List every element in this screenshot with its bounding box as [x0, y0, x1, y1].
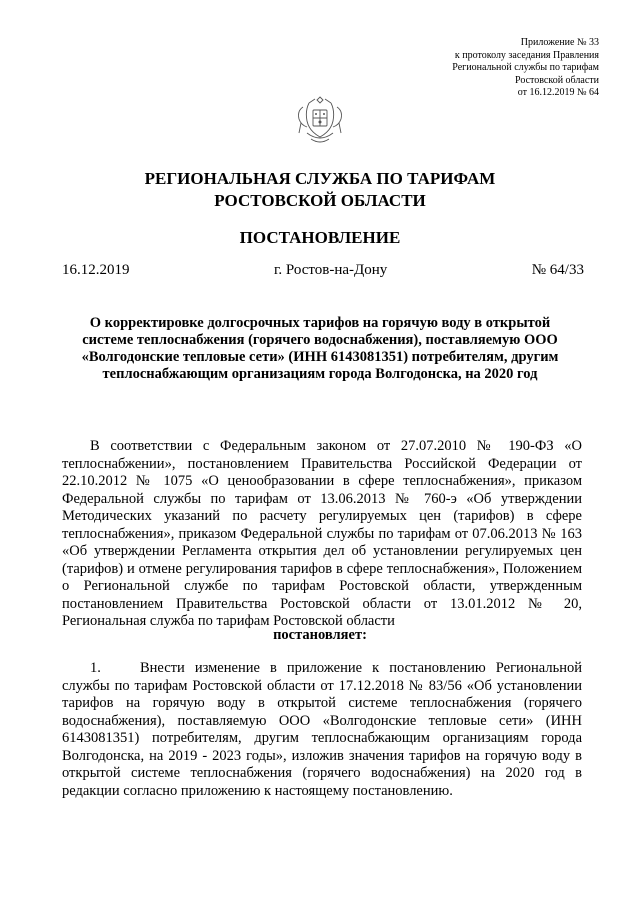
appendix-line: Ростовской области [515, 74, 599, 86]
document-date: 16.12.2019 [62, 262, 130, 278]
item-number: 1. [90, 660, 101, 676]
item-text: Внести изменение в приложение к постановлению Региональной службы по тарифам Ростовской области от 17.12.2018 № 83/56 «Об установлении тарифов на горячую воду в открытой системе теплоснабжения (горячего водоснабжения), поставляемую ООО «Волгодонские тепловые сети» (ИНН 6143081351) потребителям, другим теплоснабжающим организациям города Волгодонска, на 2019 - 2023 годы», изложив значения тарифов на горячую воду в открытой системе теплоснабжения (горячего водоснабжения) на 2020 год в редакции согласно приложению к настоящему постановлению. [62, 660, 582, 799]
document-title: ПОСТАНОВЛЕНИЕ [239, 228, 401, 247]
coat-of-arms-icon [295, 93, 345, 149]
document-meta [62, 262, 584, 279]
document-subject: О корректировке долгосрочных тарифов на горячую воду в открытой системе теплоснабжения (горячего водоснабжения), поставляемую ООО «Волгодонские тепловые сети» (ИНН 6143081351) потребителям, другим теплоснабжающим организациям города Волгодонска, на 2020 год [81, 315, 559, 382]
organization-name-line1: РЕГИОНАЛЬНАЯ СЛУЖБА ПО ТАРИФАМ [144, 169, 496, 188]
appendix-line: к протоколу заседания Правления [454, 49, 599, 61]
appendix-line: Приложение № 33 [520, 37, 599, 48]
appendix-note [452, 37, 599, 100]
document-place: г. Ростов-на-Дону [273, 262, 388, 278]
decree-item [62, 660, 582, 800]
appendix-line: от 16.12.2019 № 64 [517, 87, 599, 98]
decree-word: постановляет: [273, 627, 367, 643]
appendix-line: Региональной службы по тарифам [452, 62, 599, 73]
organization-name-line2: РОСТОВСКОЙ ОБЛАСТИ [214, 191, 426, 210]
document-number: № 64/33 [531, 262, 584, 278]
preamble-paragraph: В соответствии с Федеральным законом от 27.07.2010 № 190-ФЗ «О теплоснабжении», постановлением Правительства Российской Федерации от 22.10.2012 № 1075 «О ценообразовании в сфере теплоснабжения», приказом Федеральной службы по тарифам от 13.06.2013 № 760-э «Об утверждении Методических указаний по расчету регулируемых цен (тарифов) в сфере теплоснабжения», приказом Федеральной службы по тарифам от 07.06.2013 № 163 «Об утверждении Регламента открытия дел об установлении регулируемых цен (тарифов) и отмене регулирования тарифов в сфере теплоснабжения», Положением о Региональной службе по тарифам Ростовской области, утвержденным постановлением Правительства Ростовской области от 13.01.2012 № 20, Региональная служба по тарифам Ростовской области [62, 438, 582, 629]
